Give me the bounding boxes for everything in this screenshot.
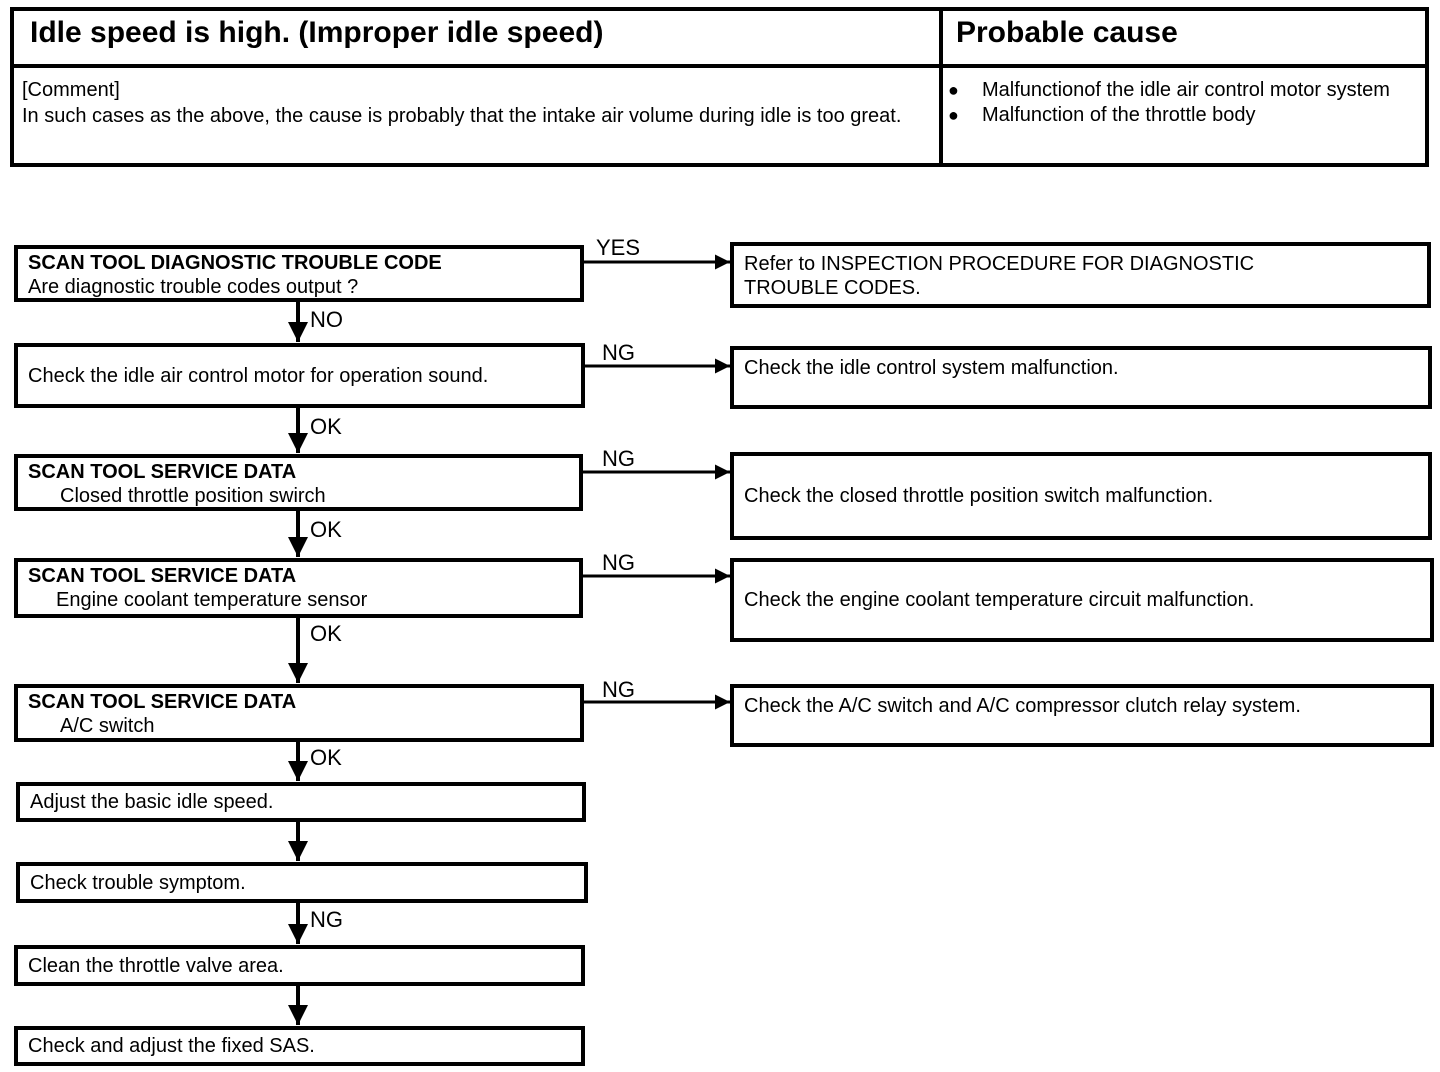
step-text: Are diagnostic trouble codes output ? — [28, 276, 359, 298]
step-text: Check and adjust the fixed SAS. — [28, 1035, 315, 1057]
result-coolant-circuit-malfunction — [730, 558, 1434, 642]
label-ng-4: NG — [602, 677, 635, 702]
label-ng-5: NG — [310, 907, 343, 932]
step-heading: SCAN TOOL SERVICE DATA — [28, 461, 297, 483]
result-dtc-procedure — [730, 242, 1431, 308]
step-throttle-switch-data — [14, 454, 583, 511]
result-text-line2: TROUBLE CODES. — [744, 277, 921, 299]
step-heading: SCAN TOOL SERVICE DATA — [28, 691, 297, 713]
bullet-icon: ● — [948, 80, 959, 100]
label-ok-2: OK — [310, 517, 342, 542]
result-text-line1: Refer to INSPECTION PROCEDURE FOR DIAGNOSTIC — [744, 253, 1255, 275]
probable-cause-heading: Probable cause — [956, 16, 1178, 49]
step-heading: SCAN TOOL SERVICE DATA — [28, 565, 297, 587]
step-text: Check the idle air control motor for operation sound. — [28, 364, 489, 387]
result-text: Check the idle control system malfunction. — [744, 357, 1119, 379]
comment-label: [Comment] — [22, 79, 120, 101]
label-ok-4: OK — [310, 745, 342, 770]
step-text: Clean the throttle valve area. — [28, 954, 284, 977]
label-yes: YES — [596, 235, 641, 260]
step-ac-switch-data — [14, 684, 584, 742]
step-text: A/C switch — [60, 715, 155, 737]
step-text: Check trouble symptom. — [30, 871, 246, 894]
step-heading: SCAN TOOL DIAGNOSTIC TROUBLE CODE — [28, 252, 442, 274]
step-text: Closed throttle position swirch — [60, 485, 326, 507]
step-text: Adjust the basic idle speed. — [30, 791, 274, 813]
step-check-symptom — [16, 862, 588, 903]
step-iac-sound-check — [14, 343, 585, 408]
step-adjust-sas — [14, 1026, 585, 1066]
result-text: Check the closed throttle position switch malfunction. — [744, 485, 1214, 507]
step-text: Engine coolant temperature sensor — [56, 589, 368, 611]
cause-text: Malfunction of the throttle body — [982, 104, 1256, 126]
label-ng-1: NG — [602, 340, 635, 365]
result-idle-control-malfunction — [730, 346, 1432, 409]
label-no: NO — [310, 307, 343, 332]
label-ng-3: NG — [602, 550, 635, 575]
step-dtc-check — [14, 245, 584, 302]
label-ok-1: OK — [310, 414, 342, 439]
comment-text: In such cases as the above, the cause is probably that the intake air volume during idle is too great. — [22, 105, 902, 127]
page-title: Idle speed is high. (Improper idle speed) — [30, 16, 604, 49]
bullet-icon: ● — [948, 105, 959, 125]
cause-text: Malfunctionof the idle air control motor system — [982, 79, 1390, 101]
step-adjust-idle — [16, 782, 586, 822]
label-ok-3: OK — [310, 621, 342, 646]
result-text: Check the A/C switch and A/C compressor clutch relay system. — [744, 695, 1301, 717]
step-clean-throttle — [14, 945, 585, 986]
result-throttle-switch-malfunction — [730, 452, 1432, 540]
result-ac-system — [730, 684, 1434, 747]
result-text: Check the engine coolant temperature circuit malfunction. — [744, 589, 1255, 611]
label-ng-2: NG — [602, 446, 635, 471]
step-coolant-sensor-data — [14, 558, 583, 618]
